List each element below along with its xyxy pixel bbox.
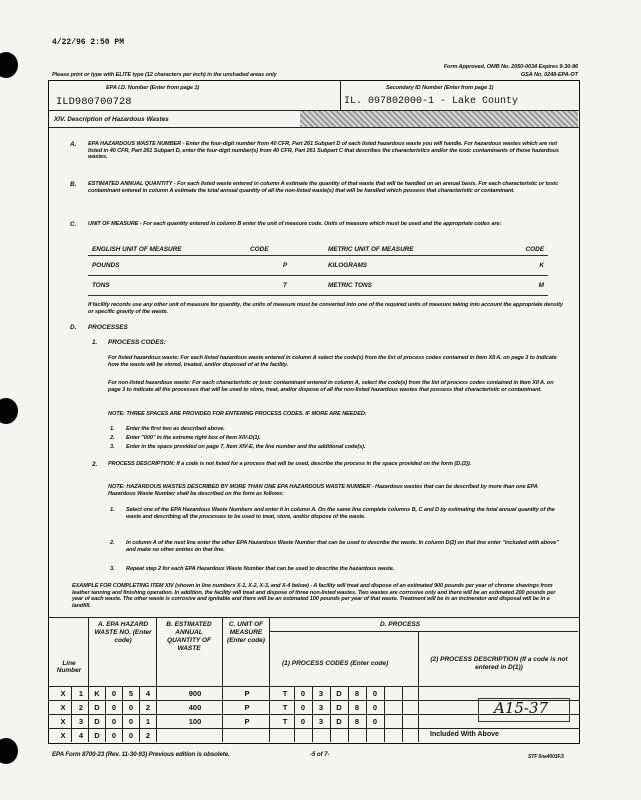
item-a-text: EPA HAZARDOUS WASTE NUMBER - Enter the four-digit number from 40 CFR, Part 261 Subpart D of each listed hazardous waste you will handle. For hazardous wastes which are not listed in 40 CFR, Part 261 Subpart D, enter the four-digit number(s) from 40 CFR, Part 261 Subpart C that describes the characteristics and/or the toxic contaminants of those hazardous wastes. xyxy=(88,141,559,161)
row1-line-x: X xyxy=(60,689,66,698)
cell-sep-line xyxy=(71,686,72,742)
row2-a-2: 0 xyxy=(111,703,117,712)
uom-row-1 xyxy=(88,256,548,276)
d1-para-listed: For listed hazardous waste: For each listed hazardous waste entered in column A select the code(s) from the list of process codes contained in Item XII A. on page 3 to indicate how the waste will be stored, treated, and/or disposed of at the facility. xyxy=(108,355,557,368)
row3-a-4: 1 xyxy=(145,717,151,726)
d2-step1: Select one of the EPA Hazardous Waste Numbers and enter it in column A. On the same line complete columns B, C and D by estimating the total annual quantity of the waste and describing all the processes to be used to treat, store, and/or dispose of the waste. xyxy=(126,507,555,520)
cell-sep-d7 xyxy=(402,686,403,742)
d2-step1-num: 1. xyxy=(110,507,115,513)
row1-code-2: 0 xyxy=(300,689,306,698)
row2-code-2: 0 xyxy=(300,703,306,712)
row1-code-6: 0 xyxy=(372,689,378,698)
uom-code-2: T xyxy=(283,282,287,289)
footer-form-number: EPA Form 8700-23 (Rev. 11-30-93) Previous edition is obsolete. xyxy=(52,751,230,758)
cell-sep-d6 xyxy=(384,686,385,742)
table-d-header-divider xyxy=(269,631,578,632)
row4-a-1: D xyxy=(94,731,100,740)
uom-metric-1: KILOGRAMS xyxy=(328,262,368,269)
d2-number: 2. xyxy=(92,461,98,468)
d2-step3: Repeat step 2 for each EPA Hazardous Waste Number that can be used to describe the hazardous waste. xyxy=(126,566,395,572)
row3-a-3: 0 xyxy=(128,717,134,726)
epa-id-label: EPA I.D. Number (Enter from page 1) xyxy=(106,85,200,91)
row4-line-num: 4 xyxy=(78,731,84,740)
uom-code-1: P xyxy=(282,262,288,269)
row1-a-3: 5 xyxy=(128,689,134,698)
uom-code-header: CODE xyxy=(250,246,269,253)
row1-code-3: 3 xyxy=(318,689,324,698)
footer-page-number: -5 of 7- xyxy=(310,751,330,758)
item-c-text: UNIT OF MEASURE - For each quantity entered in column B enter the unit of measure code. Units of measure which must be used and the appropriate codes are: xyxy=(88,221,502,227)
d1-step3: Enter in the space provided on page 7, Item XIV-E, the line number and the additional code(s). xyxy=(126,444,366,450)
secondary-id-label: Secondary ID Number (Enter from page 1) xyxy=(386,85,494,91)
table-col-c xyxy=(269,617,270,742)
row3-code-2: 0 xyxy=(300,717,306,726)
row2-code-6: 0 xyxy=(372,703,378,712)
row2-code-3: 3 xyxy=(318,703,324,712)
row1-a-1: K xyxy=(94,689,100,698)
row1-code-1: T xyxy=(282,689,288,698)
d1-step2: Enter "000" in the extreme right box of Item XIV-D(1). xyxy=(126,435,261,441)
item-d-letter: D. xyxy=(70,324,77,331)
punch-hole-middle xyxy=(0,398,18,424)
uom-row-2 xyxy=(88,276,548,296)
gsa-number: GSA No. 0248-EPA-OT xyxy=(520,72,578,78)
cell-sep-d4 xyxy=(348,686,349,742)
row2-a-3: 0 xyxy=(128,703,134,712)
col-b-header: B. ESTIMATED ANNUAL QUANTITY OF WASTE xyxy=(166,621,212,652)
punch-hole-top xyxy=(0,52,18,78)
section-title-divider xyxy=(49,127,579,128)
unit-of-measure-table xyxy=(88,244,548,296)
row2-line-x: X xyxy=(60,703,66,712)
epa-id-value: ILD980700728 xyxy=(56,96,132,108)
cell-sep-a2 xyxy=(122,686,123,742)
row2-code-4: D xyxy=(336,703,342,712)
table-header-divider xyxy=(49,686,579,687)
item-b-letter: B. xyxy=(70,181,77,188)
item-a-letter: A. xyxy=(70,141,77,148)
uom-english-1: POUNDS xyxy=(92,262,120,269)
row3-qty: 100 xyxy=(188,717,202,726)
row1-code-4: D xyxy=(336,689,342,698)
uom-code-header-2: CODE xyxy=(525,246,544,253)
cell-sep-d3 xyxy=(330,686,331,742)
secondary-id-value: IL. 097802000-1 - Lake County xyxy=(344,96,519,107)
row2-a-4: 2 xyxy=(145,703,151,712)
fax-datetime: 4/22/96 2:50 PM xyxy=(52,38,125,47)
cell-sep-d2 xyxy=(312,686,313,742)
omb-approval: Form Approved, OMB No. 2050-0034 Expires 9-30-96 xyxy=(443,64,578,70)
d1-step1: Enter the first two as described above. xyxy=(126,426,225,432)
row3-line-num: 3 xyxy=(78,717,84,726)
uom-english-2: TONS xyxy=(92,282,110,289)
row4-a-4: 2 xyxy=(145,731,151,740)
item-c-letter: C. xyxy=(70,221,77,228)
d1-step2-num: 2. xyxy=(110,435,115,441)
row3-code-6: 0 xyxy=(372,717,378,726)
cell-sep-d5 xyxy=(366,686,367,742)
row4-a-2: 0 xyxy=(111,731,117,740)
d1-step3-num: 3. xyxy=(110,444,115,450)
row1-line-num: 1 xyxy=(78,689,84,698)
id-divider xyxy=(340,81,341,111)
d1-number: 1. xyxy=(92,339,98,346)
table-row-divider-3 xyxy=(49,728,579,729)
row2-line-num: 2 xyxy=(78,703,84,712)
d1-para-nonlisted: For non-listed hazardous waste: For each characteristic or toxic contaminant entered in column A, select the code(s) from the list of process codes contained in Item XII A. on page 3 to indicate all the processes that will be used to store, treat, and/or dispose of all the non-listed hazardous wastes that possess that characteristic or contaminant. xyxy=(108,380,554,393)
row3-code-5: 8 xyxy=(354,717,360,726)
col-d-header: D. PROCESS xyxy=(380,621,421,628)
section-title-shade xyxy=(300,111,578,127)
d2-step2-num: 2. xyxy=(110,540,115,546)
punch-hole-bottom xyxy=(0,738,18,764)
d2-step2: In column A of the next line enter the other EPA Hazardous Waste Number that can be used to describe the waste. In column D(2) on that line enter "included with above" and make no other entries on that line. xyxy=(126,540,559,553)
table-col-line xyxy=(88,617,89,742)
uom-metric-header: METRIC UNIT OF MEASURE xyxy=(328,246,414,253)
item-d-title: PROCESSES xyxy=(88,324,128,331)
row1-a-4: 4 xyxy=(145,689,151,698)
uom-mcode-2: M xyxy=(538,282,544,289)
row4-line-x: X xyxy=(60,731,66,740)
row3-a-1: D xyxy=(94,717,100,726)
col-a-header: A. EPA HAZARD WASTE NO. (Enter code) xyxy=(94,621,152,644)
table-top-border xyxy=(49,617,579,618)
row3-code-3: 3 xyxy=(318,717,324,726)
item-c-note: If facility records use any other unit of measure for quantity, the units of measure must be converted into one of the required units of measure taking into account the appropriate density or specific gravity of the waste. xyxy=(88,302,563,315)
print-instructions: Please print or type with ELITE type (12 characters per inch) in the unshaded areas only xyxy=(52,72,277,78)
section-title: XIV. Description of Hazardous Wastes xyxy=(54,116,169,123)
table-col-d2 xyxy=(418,631,419,742)
example-text: EXAMPLE FOR COMPLETING ITEM XIV (shown in line numbers X-1, X-2, X-3, and X-4 below) - A facility will treat and dispose of an estimated 900 pounds per year of chrome shavings from leather tanning and finishing operation. In addition, the facility will treat and dispose of three non-listed wastes. Two wastes are corrosive only and there will be an estimated 200 pounds per year of each waste. The other waste is corrosive and ignitable and there will be an estimated 100 pounds per year of that waste. Treatment will be in an incinerator and disposal will be in a landfill. xyxy=(72,583,556,609)
row1-a-2: 0 xyxy=(111,689,117,698)
d2-step3-num: 3. xyxy=(110,566,115,572)
line-number-header: Line Number xyxy=(56,660,82,674)
row1-code-5: 8 xyxy=(354,689,360,698)
d1-note: NOTE: THREE SPACES ARE PROVIDED FOR ENTERING PROCESS CODES. IF MORE ARE NEEDED: xyxy=(108,411,367,417)
row3-line-x: X xyxy=(60,717,66,726)
footer-right-code: STF 6ne4003F.5 xyxy=(528,754,564,760)
table-col-a xyxy=(156,617,157,742)
uom-english-header: ENGLISH UNIT OF MEASURE xyxy=(92,246,182,253)
d1-step1-num: 1. xyxy=(110,426,115,432)
d1-title: PROCESS CODES: xyxy=(108,339,166,346)
uom-header-row xyxy=(88,244,548,256)
cell-sep-a1 xyxy=(105,686,106,742)
row2-qty: 400 xyxy=(188,703,202,712)
row2-a-1: D xyxy=(94,703,100,712)
row3-unit: P xyxy=(244,717,250,726)
row2-code-1: T xyxy=(282,703,288,712)
cell-sep-a3 xyxy=(139,686,140,742)
col-d2-header: (2) PROCESS DESCRIPTION (If a code is not entered in D(1)) xyxy=(430,656,568,671)
col-c-header: C. UNIT OF MEASURE (Enter code) xyxy=(227,621,265,644)
table-col-b xyxy=(222,617,223,742)
handwritten-code: A15-37 xyxy=(494,699,549,717)
row3-code-1: T xyxy=(282,717,288,726)
row4-description: Included With Above xyxy=(430,731,499,738)
row1-unit: P xyxy=(244,689,250,698)
d2-note: NOTE: HAZARDOUS WASTES DESCRIBED BY MORE THAN ONE EPA HAZARDOUS WASTE NUMBER - Hazardous wastes that can be described by more than one EPA Hazardous Waste Number shall be described on the form as follows: xyxy=(108,484,538,497)
col-d1-header: (1) PROCESS CODES (Enter code) xyxy=(282,660,389,667)
d2-text: PROCESS DESCRIPTION: If a code is not listed for a process that will be used, describe the process in the space provided on the form (D.(2)). xyxy=(108,461,472,467)
row3-a-2: 0 xyxy=(111,717,117,726)
uom-metric-2: METRIC TONS xyxy=(328,282,372,289)
row4-a-3: 0 xyxy=(128,731,134,740)
row3-code-4: D xyxy=(336,717,342,726)
row2-code-5: 8 xyxy=(354,703,360,712)
uom-mcode-1: K xyxy=(539,262,544,269)
cell-sep-d1 xyxy=(294,686,295,742)
row1-qty: 900 xyxy=(188,689,202,698)
item-b-text: ESTIMATED ANNUAL QUANTITY - For each listed waste entered in column A estimate the quantity of that waste that will be handled on an annual basis. For each characteristic or toxic contaminant entered in column A estimate the total annual quantity of all the non-listed waste(s) that will be handled which possess that characteristic or contaminant. xyxy=(88,181,559,194)
row2-unit: P xyxy=(244,703,250,712)
